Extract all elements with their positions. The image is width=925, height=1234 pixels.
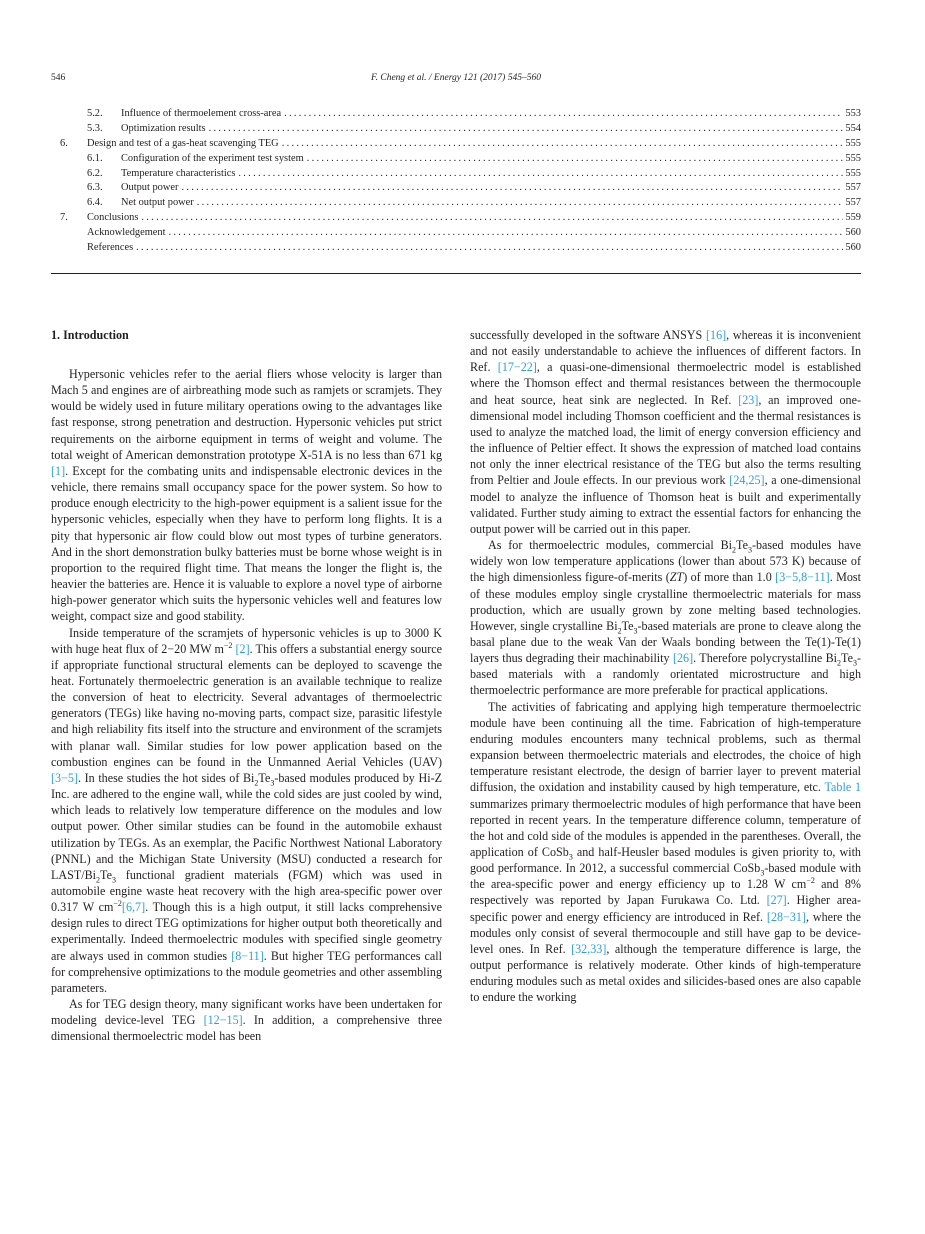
toc-entry-page: 555	[845, 167, 861, 179]
paragraph: The activities of fabricating and applying high temperature thermoelectric module have been continuing all the time. Fabrication of high-temperature enduring modules encounters many technical problems, such as thermal expansion between thermoelectric materials and electrodes, the choice of high temperature resistant electrode, the design of barrier layer to prevent material diffusion, the oxidation and instability caused by high temperature, etc. Table 1 summarizes primary thermoelectric modules of high performance that have been reported in recent years. In the temperature difference column, temperature of the hot and cold side of the modules is appended in the parentheses. Overall, the application of CoSb$_3$ and half-Heusler based modules is given priority to, with good performance. In 2012, a successful commercial CoSb$_3$-based module with the area-specific power and energy efficiency up to 1.28 W $cm^{-2}$ and 8% respectively was reported by Japan Furukawa Co. Ltd. [27]. Higher area-specific power and energy efficiency are introduced in Ref. [28−31], where the modules only consist of several thermocouple and still have gap to be device-level ones. In Ref. [32,33], although the temperature difference is large, the output performance is relatively moderate. Other kinds of high-temperature enduring modules such as metal oxides and silicides-based ones are also capable to endure the working	[470, 699, 862, 1005]
toc-entry[interactable]	[60, 153, 861, 168]
toc-entry-title: Output power	[121, 182, 179, 194]
toc-entry-page: 555	[845, 137, 861, 149]
toc-entry-title: Design and test of a gas-heat scavenging TEG	[87, 137, 279, 149]
running-title: F. Cheng et al. / Energy 121 (2017) 545–560	[371, 73, 541, 83]
toc-leader-dots	[307, 153, 844, 164]
toc-entry-number: 6.	[60, 137, 68, 149]
toc-entry-page: 560	[845, 227, 861, 239]
citation-link[interactable]: [28−31]	[766, 909, 806, 924]
table-of-contents	[60, 108, 861, 257]
citation-link[interactable]: [24,25]	[729, 473, 765, 488]
toc-entry[interactable]	[60, 168, 861, 183]
citation-link[interactable]: [3−5,8−11]	[775, 570, 830, 585]
toc-leader-dots	[168, 227, 843, 238]
toc-entry-number: 5.3.	[87, 122, 103, 134]
toc-entry-title: References	[87, 242, 134, 254]
toc-leader-dots	[209, 123, 844, 134]
page-header	[51, 73, 861, 87]
toc-leader-dots	[141, 212, 843, 223]
toc-entry-title: Net output power	[121, 197, 194, 209]
section-heading: 1. Introduction	[51, 328, 129, 342]
toc-entry[interactable]	[60, 242, 861, 257]
toc-entry-title: Influence of thermoelement cross-area	[121, 108, 282, 119]
citation-link[interactable]: [8−11]	[231, 948, 264, 963]
toc-entry-number: 6.1.	[87, 152, 103, 164]
toc-entry[interactable]	[60, 227, 861, 242]
toc-entry-page: 559	[845, 212, 861, 224]
toc-entry-title: Conclusions	[87, 212, 139, 224]
toc-entry-page: 557	[845, 182, 861, 194]
toc-leader-dots	[197, 197, 844, 208]
toc-entry-title: Temperature characteristics	[121, 167, 236, 179]
toc-leader-dots	[238, 168, 843, 179]
toc-leader-dots	[181, 182, 843, 193]
citation-link[interactable]: [23]	[738, 392, 759, 407]
contents-divider	[51, 273, 861, 274]
toc-entry-number: 6.3.	[87, 182, 103, 194]
toc-entry-page: 557	[845, 197, 861, 209]
toc-leader-dots	[282, 138, 844, 149]
citation-link[interactable]: [2]	[235, 641, 250, 656]
paragraph: Hypersonic vehicles refer to the aerial fliers whose velocity is larger than Mach 5 and engines are of airbreathing mode such as ramjets or scramjets. They would be widely used in future military operations owing to the advantages like fast response, strong penetration and destruction. Hypersonic vehicles put strict requirements on the airborne equipment in terms of weight and volume. The total weight of American demonstration prototype X-51A is no less than 671 kg [1]. Except for the combating units and indispensable electronic devices in the vehicle, there remains small occupancy space for the power system. So how to produce enough electricity to the high-power equipment is a salient issue for the hypersonic vehicles, especially when they have to perform long flights. It is a pity that hypersonic air flow could blow out most types of turbine generators. And in the short demonstration bulky batteries must be borne whose weight is in proportion to the required flight time. That means the longer the flight is, the heavier the batteries are. Hence it is valuable to explore a novel type of airborne high-power generator which suits the hypersonic vehicles well and features low weight, compact size and good stability.	[51, 367, 442, 624]
toc-entry-number: 6.4.	[87, 197, 103, 209]
right-column	[470, 327, 861, 1006]
toc-entry[interactable]	[60, 138, 861, 153]
toc-entry-number: 7.	[60, 212, 68, 224]
toc-entry-title: Acknowledgement	[87, 227, 166, 239]
citation-link[interactable]: [26]	[672, 651, 694, 666]
citation-link[interactable]: [17−22]	[497, 360, 537, 375]
citation-link[interactable]: [27]	[766, 893, 787, 908]
paragraph: successfully developed in the software ANSYS [16], whereas it is inconvenient and not easily understandable to achieve the influences of different factors. In Ref. [17−22], a quasi-one-dimensional thermoelectric model is established where the Thomson effect and thermal resistances between the thermocouple and heat source, heat sink are neglected. In Ref. [23], an improved one-dimensional model including Thomson coefficient and the thermal resistances is used to analyze the matched load, the limit of energy conversion efficiency and the influence of Peltier effect. It shows the expression of matched load contains not only the inner electrical resistance of the TEG but also the terms resulting from Peltier and Joule effects. In our previous work [24,25], a one-dimensional model to analyze the influence of Thomson heat is built and experimentally validated. Further study aiming to extract the essential factors for enhancing the output power will be carried out in this paper.	[470, 328, 862, 536]
toc-entry-number: 5.2.	[87, 108, 103, 119]
toc-entry-number: 6.2.	[87, 167, 103, 179]
toc-entry[interactable]	[60, 108, 861, 123]
table-link[interactable]: Table 1	[824, 780, 861, 795]
citation-link[interactable]: [3−5]	[51, 770, 78, 785]
toc-entry[interactable]	[60, 182, 861, 197]
toc-leader-dots	[284, 108, 843, 119]
citation-link[interactable]: [12−15]	[203, 1013, 243, 1028]
page-number: 546	[51, 73, 66, 83]
toc-entry[interactable]	[60, 212, 861, 227]
toc-entry-title: Configuration of the experiment test system	[121, 152, 304, 164]
citation-link[interactable]: [32,33]	[571, 941, 607, 956]
citation-link[interactable]: [1]	[51, 463, 66, 478]
citation-link[interactable]: [6,7]	[121, 900, 146, 915]
toc-entry-page: 555	[845, 152, 861, 164]
paragraph: As for thermoelectric modules, commercial $Bi_2Te_3$-based modules have widely won low temperature applications (lower than about 573 K) because of the high dimensionless figure-of-merits (ZT) of more than 1.0 [3−5,8−11]. Most of these modules employ single crystalline thermoelectric materials for mass production, which are usually grown by zone melting based technologies. However, single crystalline $Bi_2Te_3$-based materials are prone to cleave along the basal plane due to the weak Van der Waals bonding between the Te(1)-Te(1) layers thus degrading their machinability [26]. Therefore polycrystalline $Bi_2Te_3$-based materials with a randomly orientated microstructure and high thermoelectric performance are more preferable for practical applications.	[470, 538, 862, 698]
toc-entry-title: Optimization results	[121, 122, 206, 134]
left-column	[51, 327, 442, 1045]
toc-entry-page: 553	[845, 108, 861, 119]
paragraph: As for TEG design theory, many significant works have been undertaken for modeling device-level TEG [12−15]. In addition, a comprehensive three dimensional thermoelectric model has been	[51, 997, 442, 1044]
toc-leader-dots	[136, 242, 843, 253]
paragraph: Inside temperature of the scramjets of hypersonic vehicles is up to 3000 K with huge heat flux of 2−20 MW $m^{-2}$ [2]. This offers a substantial energy source if appropriate functional structural elements can be deployed to scavenge the heat. Fortunately thermoelectric generation is an available technique to realize the conversion of heat to electricity. Several advantages of thermoelectric generators (TEGs) like having no-moving parts, compact size, parasitic lifestyle and high reliability fits itself into the structure and environment of the scramjets with planar wall. Similar studies for low power application based on the combustion engines can be found in the Unmanned Aerial Vehicles (UAV) [3−5]. In these studies the hot sides of $Bi_2Te_3$-based modules produced by Hi-Z Inc. are adhered to the engine wall, while the cold sides are just cooled by wind, which leads to relatively low temperature difference on the modules and low output power. Other similar studies can be found in the automobile exhaust utilization by TEGs. As an exemplar, the Pacific Northwest National Laboratory (PNNL) and the Michigan State University (MSU) conducted a research for LAST/$Bi_2Te_3$ functional gradient materials (FGM) which was used in automobile engine waste heat recovery with the high area-specific power over 0.317 W $cm^{-2}[6,7]$. Though this is a high output, it still lacks comprehensive design rules to direct TEG optimizations for higher output both theoretically and experimentally. Indeed thermoelectric modules with specified single geometry are always used in common studies [8−11]. But higher TEG performances call for comprehensive optimizations to the module geometries and other assembling parameters.	[51, 625, 442, 995]
citation-link[interactable]: [16]	[706, 328, 727, 342]
toc-entry-page: 560	[845, 242, 861, 254]
toc-entry-page: 554	[845, 122, 861, 134]
toc-entry[interactable]	[60, 123, 861, 138]
toc-entry[interactable]	[60, 197, 861, 212]
